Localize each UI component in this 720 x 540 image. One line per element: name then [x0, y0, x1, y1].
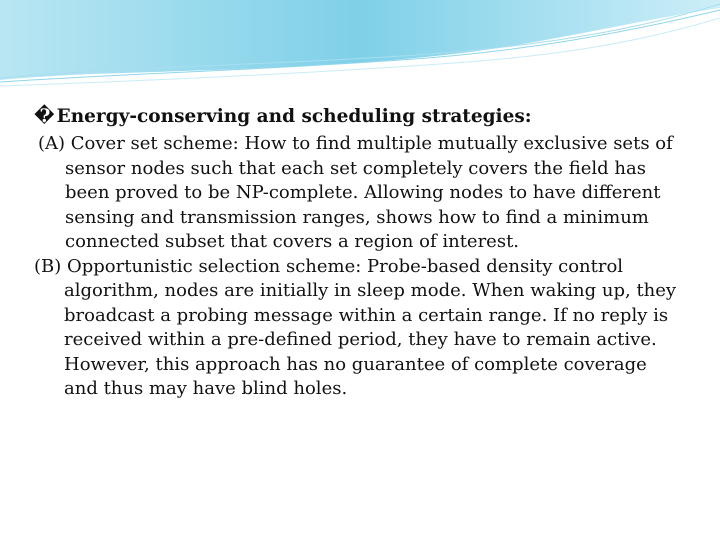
heading-bullet: �: [34, 106, 55, 127]
item-opportunistic-selection-scheme: (B) Opportunistic selection scheme: Probe-based density control algorithm, nodes are initially in sleep mode. When waking up, they broadcast a probing message within a certain range. If no reply is received within a pre-defined period, they have to remain active. However, this approach has no guarantee of complete coverage and thus may have blind holes.: [34, 255, 677, 399]
heading-text: Energy-conserving and scheduling strategies:: [56, 106, 532, 127]
wave-fill: [0, 0, 720, 80]
header-wave-decoration: [0, 0, 720, 90]
item-cover-set-scheme: (A) Cover set scheme: How to find multiple mutually exclusive sets of sensor nodes such that each set completely covers the field has been proved to be NP-complete. Allowing nodes to have different sensing and transmission ranges, shows how to find a minimum connected subset that covers a region of interest.: [38, 133, 673, 252]
slide-content: [34, 104, 684, 402]
section-heading: [34, 104, 684, 130]
